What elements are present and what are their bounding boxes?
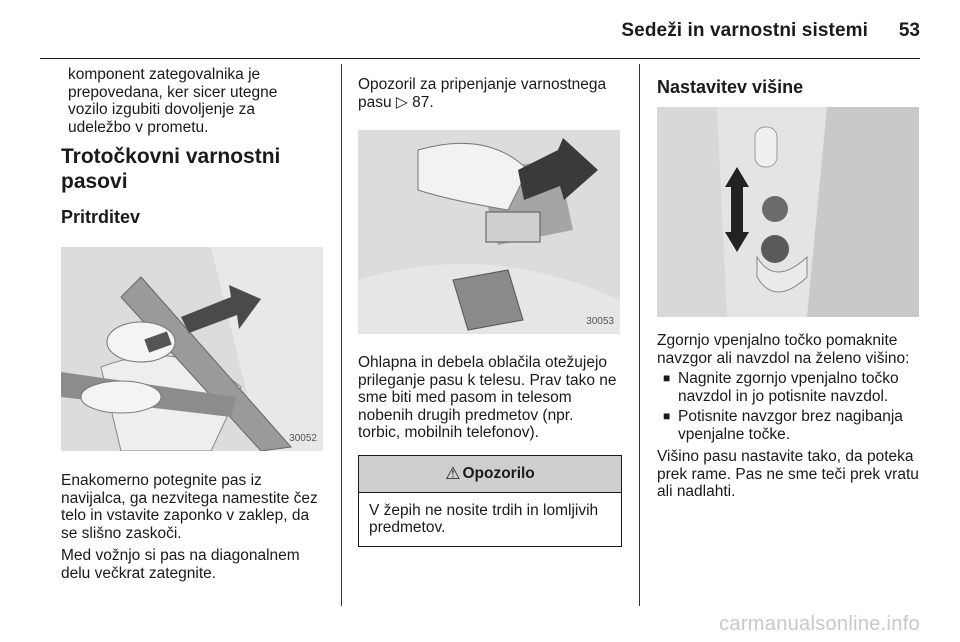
warning-icon: ⚠ [445, 463, 461, 483]
figure-id: 30052 [289, 432, 317, 444]
text-line: Enakomerno potegnite pas iz [61, 472, 262, 489]
warning-box [358, 455, 622, 547]
column-divider [341, 64, 342, 606]
text-line: vpenjalne točke. [678, 425, 791, 443]
warning-header [359, 456, 621, 493]
height-adjust-arrows-icon [657, 107, 919, 317]
figure-id: 30053 [586, 315, 614, 327]
heading-line: pasovi [61, 170, 128, 193]
text-line: telo in vstavite zaponko v zaklep, da [61, 507, 310, 524]
reference-paragraph [358, 76, 624, 111]
column-right [657, 66, 923, 501]
page-header [0, 0, 960, 60]
text-line: udeležbo v prometu. [68, 118, 209, 136]
list-item [661, 408, 923, 443]
text-line: navijalca, ga nezvitega namestite čez [61, 489, 318, 507]
buckle-insert-illustration [358, 130, 620, 334]
text-line: nobenih drugih predmetov (npr. [358, 406, 574, 424]
seatbelt-fasten-illustration [61, 247, 323, 451]
text-line: se slišno zaskoči. [61, 524, 182, 542]
text-line: V žepih ne nosite trdih in lomljivih [369, 501, 599, 519]
text-line: komponent zategovalnika je [68, 66, 261, 83]
list-item [661, 370, 923, 405]
bullet-square-icon: ■ [663, 409, 671, 423]
height-adjust-illustration [657, 107, 919, 317]
text-line: prek rame. Pas ne sme teči prek vratu [657, 465, 919, 483]
adjust-paragraph [657, 332, 923, 367]
instruction-paragraph [61, 472, 329, 542]
warning-title: Opozorilo [462, 464, 535, 482]
text-line: torbic, mobilnih telefonov). [358, 424, 539, 441]
warning-body [359, 493, 621, 546]
bullet-square-icon: ■ [663, 371, 671, 385]
text-line: Zgornjo vpenjalno točko pomaknite [657, 332, 898, 349]
instruction-paragraph [61, 547, 329, 582]
text-line: ali nadlahti. [657, 483, 736, 500]
text-line: Višino pasu nastavite tako, da poteka [657, 448, 914, 465]
intro-paragraph [61, 66, 329, 136]
buckle-arrow-icon [358, 130, 620, 334]
text-line: vozilo izgubiti dovoljenje za [68, 101, 255, 118]
text-line: Med vožnjo si pas na diagonalnem [61, 547, 300, 564]
text-line: pasu ▷ 87. [358, 93, 434, 111]
column-divider [639, 64, 640, 606]
section-title: Sedeži in varnostni sistemi [621, 20, 868, 41]
text-line: delu večkrat zategnite. [61, 564, 217, 582]
column-middle [358, 66, 624, 547]
text-line: Nagnite zgornjo vpenjalno točko [678, 370, 899, 387]
text-line: navzdol in jo potisnite navzdol. [678, 387, 889, 405]
page-number: 53 [898, 20, 920, 41]
watermark: carmanualsonline.info [719, 613, 920, 635]
text-line: prileganje pasu k telesu. Prav tako ne [358, 371, 617, 389]
heading-line: Trotočkovni varnostni [61, 145, 281, 168]
text-line: Potisnite navzgor brez nagibanja [678, 408, 903, 425]
final-paragraph [657, 448, 923, 501]
header-rule [40, 58, 920, 59]
text-line: Opozoril za pripenjanje varnostnega [358, 76, 607, 93]
steps-list [657, 370, 923, 443]
text-line: navzgor ali navzdol na želeno višino: [657, 349, 910, 367]
text-line: Ohlapna in debela oblačila otežujejo [358, 354, 608, 371]
subsection-heading: Pritrditev [61, 207, 141, 227]
seatbelt-pull-icon [61, 247, 323, 451]
column-left [61, 66, 329, 582]
section-heading [61, 144, 329, 194]
text-line: predmetov. [369, 519, 446, 536]
clothing-paragraph [358, 354, 624, 442]
text-line: prepovedana, ker sicer utegne [68, 83, 278, 101]
section-heading: Nastavitev višine [657, 77, 804, 97]
text-line: sme biti med pasom in telesom [358, 389, 572, 406]
